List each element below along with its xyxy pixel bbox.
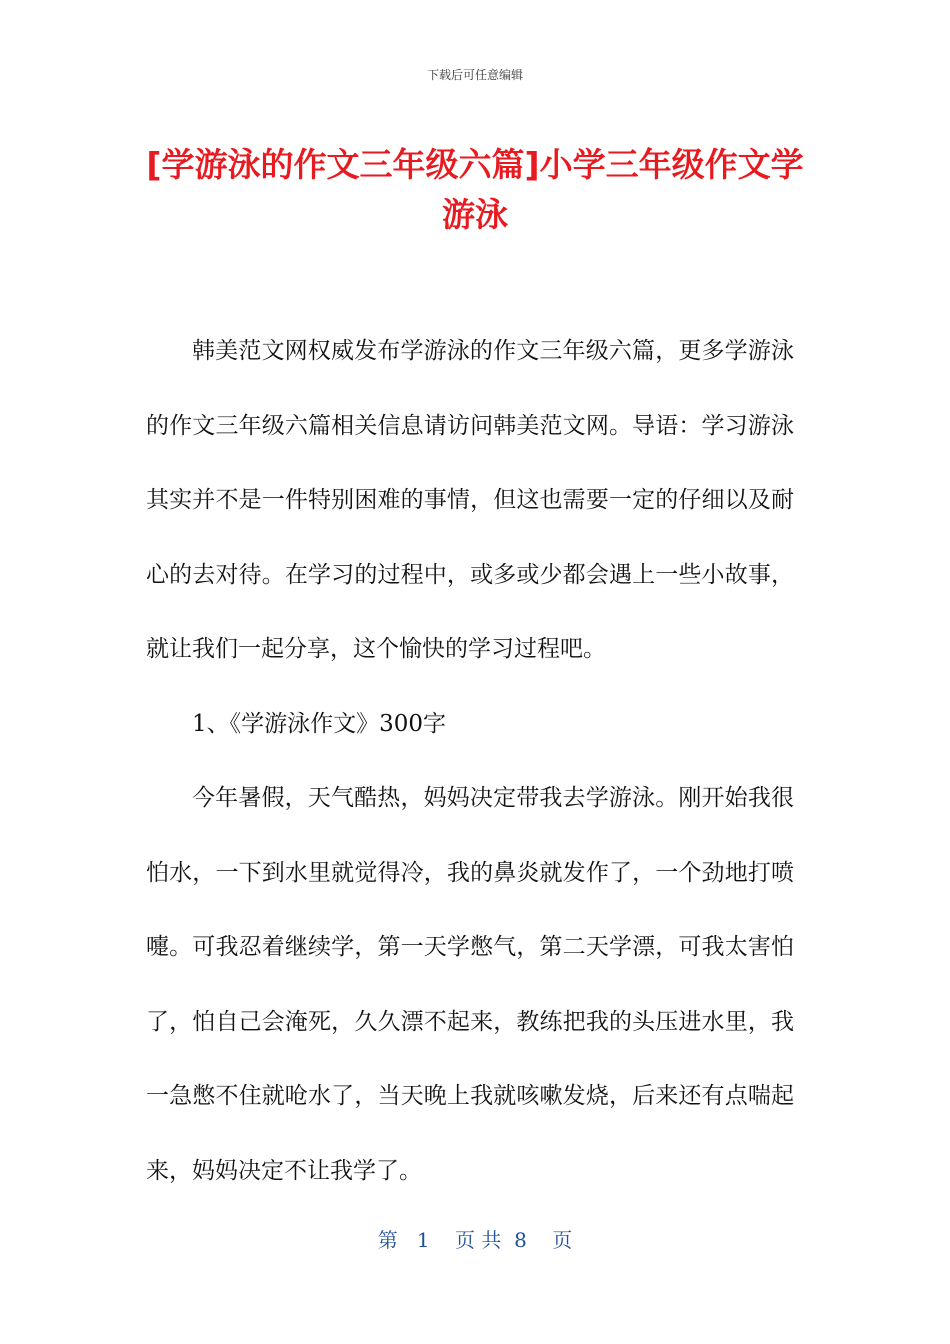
document-title: [学游泳的作文三年级六篇]小学三年级作文学游泳: [146, 145, 804, 234]
essay-paragraph: 今年暑假，天气酷热，妈妈决定带我去学游泳。刚开始我很怕水，一下到水里就觉得冷，我的鼻炎就发作了，一个劲地打喷嚏。可我忍着继续学，第一天学憋气，第二天学漂，可我太害怕了，怕自己会淹死，久久漂不起来，教练把我的头压进水里，我一急憋不住就呛水了，当天晚上我就咳嗽发烧，后来还有点喘起来，妈妈决定不让我学了。: [146, 785, 794, 1184]
section-heading: 1、《学游泳作文》300字: [192, 710, 447, 737]
document-body: [146, 314, 794, 1208]
header-note: 下载后可任意编辑: [426, 68, 523, 82]
page-number: 第 1 页 共 8 页: [377, 1228, 573, 1252]
intro-paragraph: 韩美范文网权威发布学游泳的作文三年级六篇，更多学游泳的作文三年级六篇相关信息请访问韩美范文网。导语：学习游泳其实并不是一件特别困难的事情，但这也需要一定的仔细以及耐心的去对待。在学习的过程中，或多或少都会遇上一些小故事，就让我们一起分享，这个愉快的学习过程吧。: [146, 338, 794, 662]
